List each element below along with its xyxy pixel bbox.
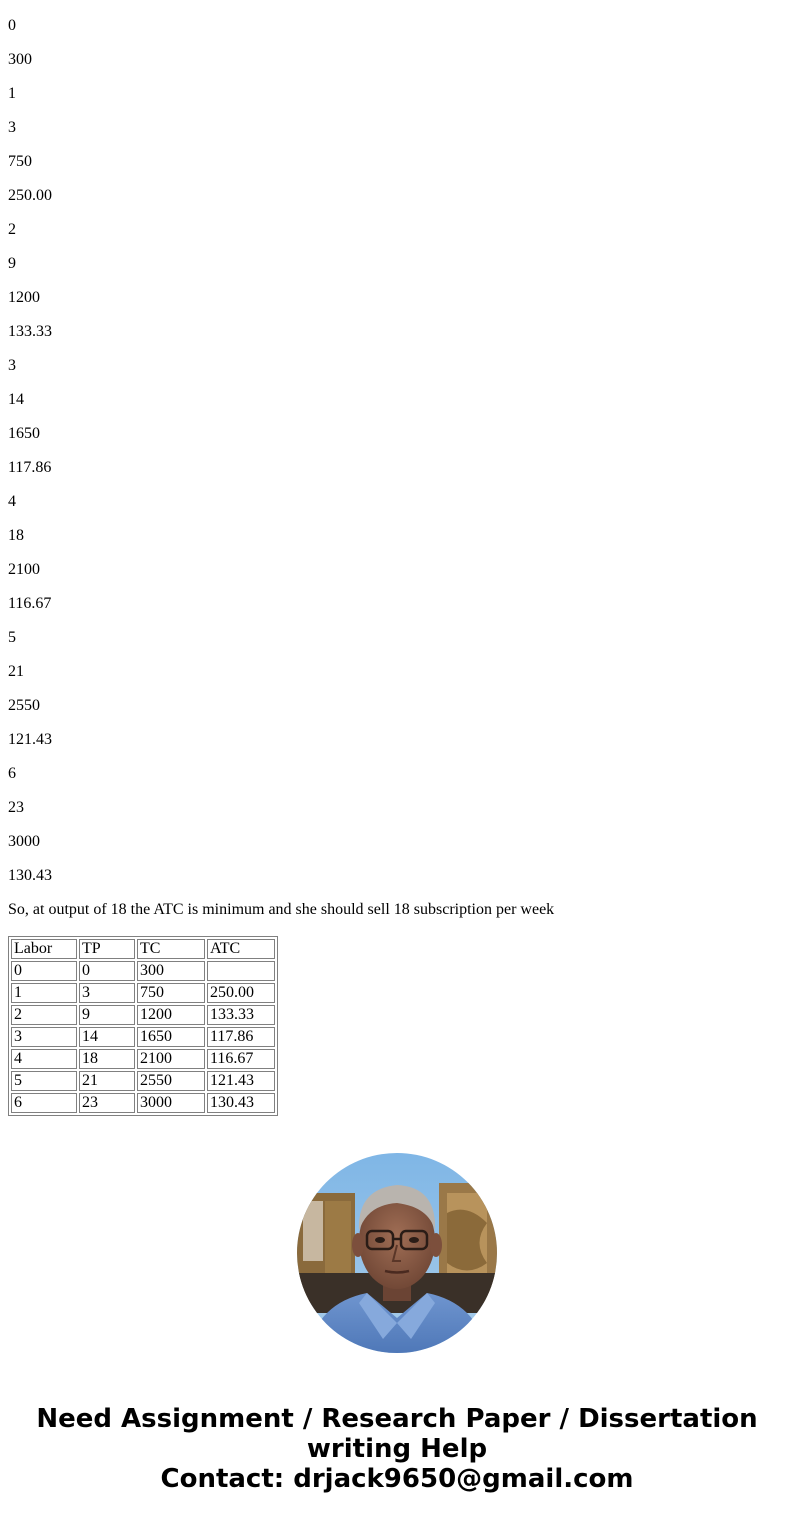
value-line: 18 bbox=[8, 527, 24, 544]
value-line: 6 bbox=[8, 765, 16, 782]
table-cell: 21 bbox=[79, 1071, 135, 1091]
table-cell: 121.43 bbox=[207, 1071, 275, 1091]
table-cell: 14 bbox=[79, 1027, 135, 1047]
value-line: 3 bbox=[8, 119, 16, 136]
document-body bbox=[8, 0, 786, 1116]
table-cell: 23 bbox=[79, 1093, 135, 1113]
value-line: 14 bbox=[8, 391, 24, 408]
value-line: 21 bbox=[8, 663, 24, 680]
table-cell: 9 bbox=[79, 1005, 135, 1025]
table-cell: 300 bbox=[137, 961, 205, 981]
value-line: 750 bbox=[8, 153, 32, 170]
value-line: 2550 bbox=[8, 697, 40, 714]
value-line: 2 bbox=[8, 221, 16, 238]
cost-table bbox=[8, 936, 278, 1116]
table-row bbox=[11, 1071, 275, 1091]
table-header-row bbox=[11, 939, 275, 959]
table-cell: 3000 bbox=[137, 1093, 205, 1113]
table-header-cell: TP bbox=[79, 939, 135, 959]
value-line: 9 bbox=[8, 255, 16, 272]
table-cell: 250.00 bbox=[207, 983, 275, 1003]
value-line: 130.43 bbox=[8, 867, 52, 884]
conclusion-text: So, at output of 18 the ATC is minimum and she should sell 18 subscription per week bbox=[8, 901, 555, 918]
value-line: 121.43 bbox=[8, 731, 52, 748]
table-cell: 750 bbox=[137, 983, 205, 1003]
table-cell: 130.43 bbox=[207, 1093, 275, 1113]
value-line: 116.67 bbox=[8, 595, 52, 612]
table-cell: 5 bbox=[11, 1071, 77, 1091]
table-cell: 1650 bbox=[137, 1027, 205, 1047]
table-row bbox=[11, 961, 275, 981]
values-list bbox=[8, 0, 786, 885]
value-line: 1650 bbox=[8, 425, 40, 442]
promo-line-2: writing Help bbox=[306, 1434, 488, 1464]
value-line: 0 bbox=[8, 17, 16, 34]
value-line: 3000 bbox=[8, 833, 40, 850]
table-cell: 3 bbox=[11, 1027, 77, 1047]
value-line: 23 bbox=[8, 799, 24, 816]
promo-line-1: Need Assignment / Research Paper / Dissertation bbox=[36, 1404, 758, 1434]
table-cell: 2 bbox=[11, 1005, 77, 1025]
table-cell: 116.67 bbox=[207, 1049, 275, 1069]
table-header-cell: ATC bbox=[207, 939, 275, 959]
table-cell: 1 bbox=[11, 983, 77, 1003]
value-line: 117.86 bbox=[8, 459, 52, 476]
author-portrait-image bbox=[297, 1153, 497, 1353]
value-line: 2100 bbox=[8, 561, 40, 578]
value-line: 250.00 bbox=[8, 187, 52, 204]
table-cell: 2550 bbox=[137, 1071, 205, 1091]
table-header-cell: TC bbox=[137, 939, 205, 959]
author-avatar bbox=[297, 1153, 497, 1353]
table-cell: 4 bbox=[11, 1049, 77, 1069]
value-line: 1200 bbox=[8, 289, 40, 306]
table-cell: 0 bbox=[11, 961, 77, 981]
table-cell: 0 bbox=[79, 961, 135, 981]
value-line: 4 bbox=[8, 493, 16, 510]
contact-banner bbox=[0, 1404, 794, 1494]
table-row bbox=[11, 1027, 275, 1047]
table-cell: 6 bbox=[11, 1093, 77, 1113]
table-cell: 117.86 bbox=[207, 1027, 275, 1047]
table-row bbox=[11, 983, 275, 1003]
table-cell: 133.33 bbox=[207, 1005, 275, 1025]
table-cell: 3 bbox=[79, 983, 135, 1003]
table-cell bbox=[207, 961, 275, 981]
table-cell: 18 bbox=[79, 1049, 135, 1069]
contact-email: Contact: drjack9650@gmail.com bbox=[160, 1464, 634, 1494]
table-cell: 2100 bbox=[137, 1049, 205, 1069]
value-line: 3 bbox=[8, 357, 16, 374]
table-row bbox=[11, 1093, 275, 1113]
value-line: 133.33 bbox=[8, 323, 52, 340]
value-line: 5 bbox=[8, 629, 16, 646]
table-cell: 1200 bbox=[137, 1005, 205, 1025]
value-line: 1 bbox=[8, 85, 16, 102]
table-row bbox=[11, 1005, 275, 1025]
table-row bbox=[11, 1049, 275, 1069]
value-line: 300 bbox=[8, 51, 32, 68]
table-header-cell: Labor bbox=[11, 939, 77, 959]
